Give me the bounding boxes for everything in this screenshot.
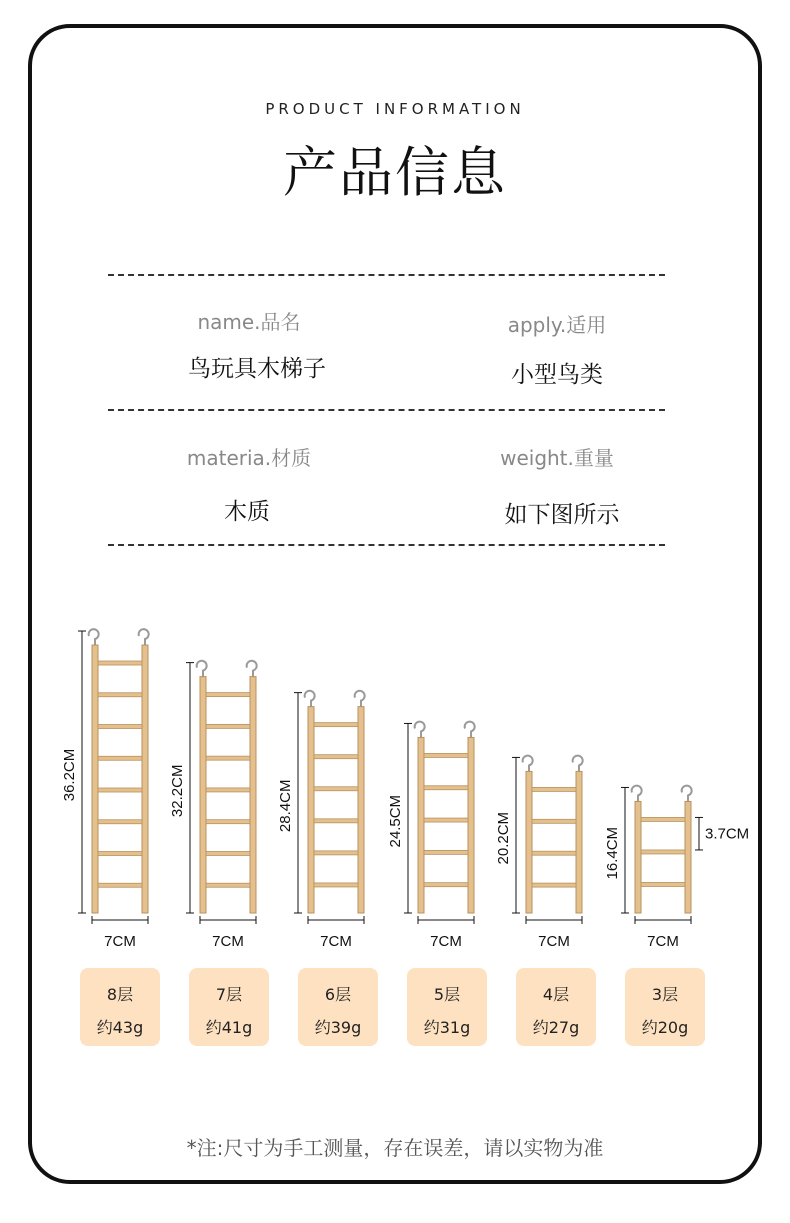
ladder-rung bbox=[98, 820, 142, 824]
ladder-rung bbox=[206, 820, 250, 824]
divider-middle bbox=[108, 409, 665, 411]
ladder-spec-badge bbox=[516, 968, 596, 1046]
hook-icon bbox=[197, 661, 207, 679]
hook-icon bbox=[355, 691, 365, 709]
ladder-rung bbox=[314, 787, 358, 791]
weight-label: 约41g bbox=[205, 1018, 253, 1037]
ladder-rung bbox=[424, 818, 468, 822]
ladder-rail bbox=[685, 801, 691, 913]
ladder-rung bbox=[206, 788, 250, 792]
width-label: 7CM bbox=[538, 933, 570, 950]
ladder-rung bbox=[98, 725, 142, 729]
hook-icon bbox=[305, 691, 315, 709]
ladder-size-diagram bbox=[0, 600, 790, 950]
ladder-rung bbox=[206, 756, 250, 760]
tier-label: 3层 bbox=[651, 985, 679, 1004]
ladder-rung bbox=[641, 850, 685, 854]
ladder-rail bbox=[468, 737, 474, 913]
hook-icon bbox=[89, 629, 99, 647]
hook-icon bbox=[523, 756, 533, 774]
ladder-spec-badge bbox=[407, 968, 487, 1046]
ladder-rung bbox=[98, 756, 142, 760]
ladder-rung bbox=[206, 724, 250, 728]
ladder-rung bbox=[98, 693, 142, 697]
hook-icon bbox=[139, 629, 149, 647]
material-label: materia.材质 bbox=[186, 446, 312, 470]
hook-icon bbox=[465, 722, 475, 740]
ladder-rung bbox=[532, 787, 576, 791]
divider-bottom bbox=[108, 544, 665, 546]
ladder-rung bbox=[98, 883, 142, 887]
section-eyebrow: PRODUCT INFORMATION bbox=[265, 100, 525, 118]
weight-label: 约20g bbox=[641, 1018, 689, 1037]
apply-value: 小型鸟类 bbox=[511, 362, 603, 388]
ladder-rung bbox=[314, 723, 358, 727]
material-value: 木质 bbox=[224, 499, 270, 525]
ladder-spec-badge bbox=[189, 968, 269, 1046]
tier-label: 5层 bbox=[433, 985, 461, 1004]
rung-spacing-label: 3.7CM bbox=[705, 825, 750, 843]
width-label: 7CM bbox=[104, 933, 136, 950]
ladder-rung bbox=[98, 852, 142, 856]
width-label: 7CM bbox=[647, 933, 679, 950]
ladder-rung bbox=[206, 883, 250, 887]
height-label: 16.4CM bbox=[604, 826, 621, 880]
tier-label: 8层 bbox=[106, 985, 134, 1004]
ladder-rung bbox=[314, 851, 358, 855]
measurement-note: *注:尺寸为手工测量，存在误差，请以实物为准 bbox=[186, 1136, 604, 1160]
ladder-rung bbox=[424, 883, 468, 887]
width-label: 7CM bbox=[320, 933, 352, 950]
ladder-rail bbox=[576, 771, 582, 913]
ladder-rail bbox=[200, 677, 206, 913]
hook-icon bbox=[573, 756, 583, 774]
hook-icon bbox=[682, 786, 692, 804]
weight-label: 约43g bbox=[96, 1018, 144, 1037]
tier-label: 6层 bbox=[324, 985, 352, 1004]
ladder-rail bbox=[142, 645, 148, 913]
height-label: 28.4CM bbox=[277, 779, 294, 833]
ladder-spec-badge bbox=[298, 968, 378, 1046]
ladder-rung bbox=[641, 817, 685, 821]
ladder-rail bbox=[526, 771, 532, 913]
ladder-rail bbox=[418, 737, 424, 913]
ladder-rail bbox=[358, 707, 364, 913]
ladder-rail bbox=[308, 707, 314, 913]
ladder-rung bbox=[98, 788, 142, 792]
weight-label: weight.重量 bbox=[500, 446, 614, 470]
hook-icon bbox=[632, 786, 642, 804]
weight-label: 约31g bbox=[423, 1018, 471, 1037]
ladder-rung bbox=[314, 819, 358, 823]
height-label: 32.2CM bbox=[169, 764, 186, 818]
height-label: 20.2CM bbox=[495, 811, 512, 865]
ladder-rung bbox=[206, 851, 250, 855]
ladder-rung bbox=[424, 753, 468, 757]
ladder-spec-badge bbox=[80, 968, 160, 1046]
ladder-rung bbox=[424, 850, 468, 854]
height-label: 24.5CM bbox=[387, 794, 404, 848]
weight-label: 约27g bbox=[532, 1018, 580, 1037]
divider-top bbox=[108, 274, 665, 276]
ladder-rung bbox=[641, 882, 685, 886]
ladder-rung bbox=[98, 661, 142, 665]
ladder-rung bbox=[532, 883, 576, 887]
ladder-rung bbox=[206, 693, 250, 697]
ladder-rail bbox=[92, 645, 98, 913]
height-label: 36.2CM bbox=[61, 748, 78, 802]
hook-icon bbox=[415, 722, 425, 740]
page-title: 产品信息 bbox=[283, 141, 507, 204]
tier-label: 4层 bbox=[542, 985, 570, 1004]
width-label: 7CM bbox=[212, 933, 244, 950]
weight-value: 如下图所示 bbox=[504, 502, 620, 528]
ladder-rung bbox=[532, 819, 576, 823]
ladder-rung bbox=[532, 851, 576, 855]
ladder-spec-badge bbox=[625, 968, 705, 1046]
weight-label: 约39g bbox=[314, 1018, 362, 1037]
ladder-rung bbox=[424, 786, 468, 790]
ladder-rung bbox=[314, 755, 358, 759]
apply-label: apply.适用 bbox=[507, 313, 607, 337]
tier-label: 7层 bbox=[215, 985, 243, 1004]
name-value: 鸟玩具木梯子 bbox=[188, 356, 326, 382]
ladder-rung bbox=[314, 883, 358, 887]
ladder-rail bbox=[635, 801, 641, 913]
hook-icon bbox=[247, 661, 257, 679]
width-label: 7CM bbox=[430, 933, 462, 950]
name-label: name.品名 bbox=[197, 310, 301, 334]
ladder-rail bbox=[250, 677, 256, 913]
